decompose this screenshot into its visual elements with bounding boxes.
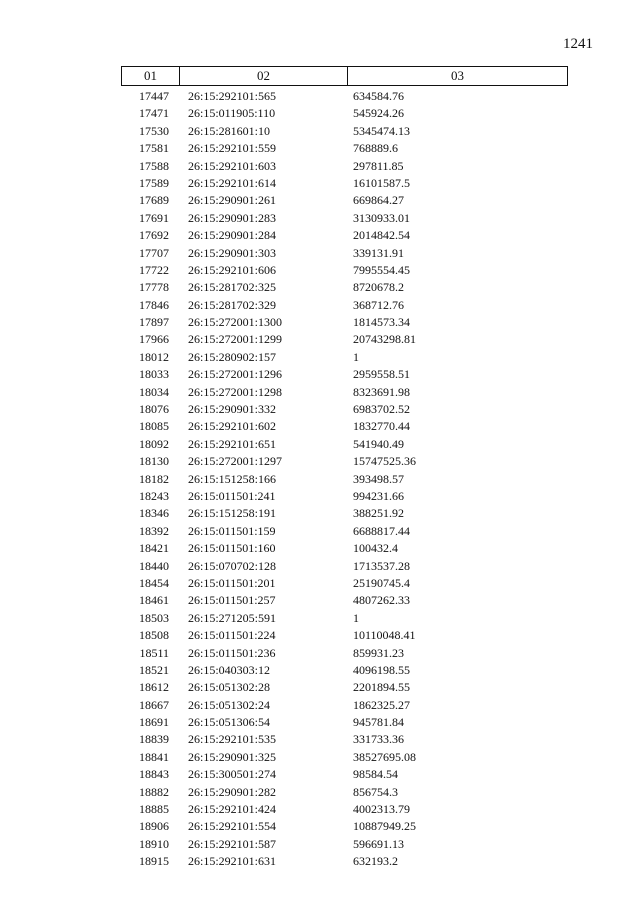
- cell-col-03: 3130933.01: [353, 210, 410, 225]
- table-body: [121, 88, 568, 871]
- table-row: [121, 853, 568, 870]
- cell-col-02: 26:15:272001:1296: [188, 367, 283, 382]
- cell-col-02: 26:15:151258:166: [188, 471, 277, 486]
- cell-col-01: 18843: [139, 767, 169, 782]
- cell-col-01: 18130: [139, 454, 169, 469]
- table-row: [121, 175, 568, 192]
- cell-col-02: 26:15:070702:128: [188, 558, 277, 573]
- cell-col-01: 18421: [139, 541, 169, 556]
- table-row: [121, 262, 568, 279]
- cell-col-02: 26:15:290901:303: [188, 245, 277, 260]
- table-row: [121, 279, 568, 296]
- cell-col-01: 18033: [139, 367, 169, 382]
- table-row: [121, 418, 568, 435]
- cell-col-01: 17966: [139, 332, 169, 347]
- table-row: [121, 679, 568, 696]
- cell-col-02: 26:15:292101:603: [188, 158, 277, 173]
- cell-col-03: 856754.3: [353, 784, 398, 799]
- cell-col-03: 393498.57: [353, 471, 404, 486]
- cell-col-02: 26:15:290901:283: [188, 210, 277, 225]
- table-row: [121, 836, 568, 853]
- cell-col-02: 26:15:272001:1300: [188, 315, 283, 330]
- table-row: [121, 245, 568, 262]
- cell-col-03: 4096198.55: [353, 662, 410, 677]
- cell-col-01: 17897: [139, 315, 169, 330]
- cell-col-03: 2959558.51: [353, 367, 410, 382]
- cell-col-01: 18085: [139, 419, 169, 434]
- table-row: [121, 123, 568, 140]
- cell-col-02: 26:15:292101:651: [188, 436, 277, 451]
- cell-col-03: 297811.85: [353, 158, 404, 173]
- cell-col-03: 1713537.28: [353, 558, 410, 573]
- cell-col-02: 26:15:292101:587: [188, 836, 277, 851]
- cell-col-03: 768889.6: [353, 141, 398, 156]
- cell-col-03: 331733.36: [353, 732, 404, 747]
- cell-col-01: 18882: [139, 784, 169, 799]
- cell-col-02: 26:15:051302:28: [188, 680, 271, 695]
- table-row: [121, 592, 568, 609]
- data-table: [121, 66, 568, 871]
- cell-col-01: 17581: [139, 141, 169, 156]
- cell-col-02: 26:15:292101:602: [188, 419, 277, 434]
- cell-col-03: 6688817.44: [353, 523, 410, 538]
- cell-col-01: 17471: [139, 106, 169, 121]
- cell-col-01: 18392: [139, 523, 169, 538]
- cell-col-01: 18885: [139, 802, 169, 817]
- cell-col-02: 26:15:011905:110: [188, 106, 276, 121]
- table-row: [121, 697, 568, 714]
- cell-col-01: 18839: [139, 732, 169, 747]
- cell-col-03: 4807262.33: [353, 593, 410, 608]
- cell-col-02: 26:15:011501:236: [188, 645, 276, 660]
- cell-col-03: 1862325.27: [353, 697, 410, 712]
- cell-col-02: 26:15:272001:1299: [188, 332, 283, 347]
- column-header-02: 02: [257, 68, 270, 83]
- cell-col-01: 18092: [139, 436, 169, 451]
- table-row: [121, 540, 568, 557]
- cell-col-03: 8720678.2: [353, 280, 404, 295]
- cell-col-01: 18691: [139, 715, 169, 730]
- cell-col-01: 17722: [139, 262, 169, 277]
- table-row: [121, 401, 568, 418]
- cell-col-03: 4002313.79: [353, 802, 410, 817]
- cell-col-03: 1832770.44: [353, 419, 410, 434]
- cell-col-02: 26:15:281702:325: [188, 280, 277, 295]
- cell-col-01: 18454: [139, 575, 169, 590]
- table-row: [121, 158, 568, 175]
- cell-col-03: 1814573.34: [353, 315, 410, 330]
- cell-col-02: 26:15:292101:606: [188, 262, 277, 277]
- cell-col-03: 38527695.08: [353, 749, 416, 764]
- cell-col-03: 669864.27: [353, 193, 404, 208]
- cell-col-02: 26:15:292101:614: [188, 175, 277, 190]
- cell-col-01: 18906: [139, 819, 169, 834]
- cell-col-02: 26:15:290901:284: [188, 228, 277, 243]
- table-row: [121, 645, 568, 662]
- table-row: [121, 627, 568, 644]
- cell-col-01: 17530: [139, 123, 169, 138]
- cell-col-01: 17691: [139, 210, 169, 225]
- table-row: [121, 766, 568, 783]
- cell-col-02: 26:15:272001:1298: [188, 384, 283, 399]
- table-row: [121, 210, 568, 227]
- cell-col-01: 18612: [139, 680, 169, 695]
- table-row: [121, 818, 568, 835]
- cell-col-01: 17588: [139, 158, 169, 173]
- cell-col-01: 18521: [139, 662, 169, 677]
- cell-col-03: 8323691.98: [353, 384, 410, 399]
- cell-col-02: 26:15:011501:159: [188, 523, 276, 538]
- table-row: [121, 471, 568, 488]
- table-row: [121, 314, 568, 331]
- cell-col-03: 994231.66: [353, 488, 404, 503]
- cell-col-03: 100432.4: [353, 541, 398, 556]
- cell-col-03: 6983702.52: [353, 402, 410, 417]
- table-row: [121, 105, 568, 122]
- cell-col-01: 18511: [139, 645, 169, 660]
- cell-col-03: 20743298.81: [353, 332, 416, 347]
- cell-col-01: 17778: [139, 280, 169, 295]
- table-row: [121, 436, 568, 453]
- cell-col-01: 18503: [139, 610, 169, 625]
- cell-col-02: 26:15:292101:631: [188, 854, 277, 869]
- cell-col-03: 545924.26: [353, 106, 404, 121]
- cell-col-03: 1: [353, 349, 359, 364]
- cell-col-01: 18182: [139, 471, 169, 486]
- cell-col-03: 25190745.4: [353, 575, 410, 590]
- cell-col-03: 388251.92: [353, 506, 404, 521]
- cell-col-01: 18346: [139, 506, 169, 521]
- cell-col-03: 15747525.36: [353, 454, 416, 469]
- cell-col-02: 26:15:011501:257: [188, 593, 276, 608]
- table-row: [121, 453, 568, 470]
- cell-col-03: 945781.84: [353, 715, 404, 730]
- column-header-01: 01: [122, 67, 180, 85]
- table-row: [121, 575, 568, 592]
- cell-col-03: 541940.49: [353, 436, 404, 451]
- table-row: [121, 505, 568, 522]
- cell-col-01: 18508: [139, 628, 169, 643]
- cell-col-03: 98584.54: [353, 767, 398, 782]
- cell-col-03: 16101587.5: [353, 175, 410, 190]
- cell-col-03: 634584.76: [353, 89, 404, 103]
- cell-col-01: 18012: [139, 349, 169, 364]
- cell-col-03: 10887949.25: [353, 819, 416, 834]
- cell-col-02: 26:15:290901:282: [188, 784, 277, 799]
- cell-col-02: 26:15:151258:191: [188, 506, 277, 521]
- column-header-03: 03: [347, 67, 567, 85]
- cell-col-03: 339131.91: [353, 245, 404, 260]
- cell-col-02: 26:15:011501:160: [188, 541, 276, 556]
- cell-col-02: 26:15:281601:10: [188, 123, 271, 138]
- cell-col-03: 7995554.45: [353, 262, 410, 277]
- table-row: [121, 349, 568, 366]
- cell-col-01: 18461: [139, 593, 169, 608]
- cell-col-02: 26:15:292101:559: [188, 141, 277, 156]
- cell-col-02: 26:15:271205:591: [188, 610, 277, 625]
- cell-col-03: 2014842.54: [353, 228, 410, 243]
- cell-col-03: 2201894.55: [353, 680, 410, 695]
- cell-col-02: 26:15:290901:325: [188, 749, 277, 764]
- cell-col-02: 26:15:272001:1297: [188, 454, 283, 469]
- table-row: [121, 366, 568, 383]
- page-number: 1241: [563, 36, 593, 52]
- cell-col-02: 26:15:290901:261: [188, 193, 277, 208]
- cell-col-03: 1: [353, 610, 359, 625]
- cell-col-02: 26:15:011501:201: [188, 575, 276, 590]
- table-row: [121, 731, 568, 748]
- table-row: [121, 523, 568, 540]
- table-row: [121, 784, 568, 801]
- cell-col-01: 18841: [139, 749, 169, 764]
- cell-col-02: 26:15:051302:24: [188, 697, 271, 712]
- cell-col-02: 26:15:292101:535: [188, 732, 277, 747]
- table-row: [121, 297, 568, 314]
- cell-col-02: 26:15:281702:329: [188, 297, 277, 312]
- cell-col-01: 17689: [139, 193, 169, 208]
- cell-col-03: 596691.13: [353, 836, 404, 851]
- cell-col-02: 26:15:040303:12: [188, 662, 271, 677]
- table-row: [121, 384, 568, 401]
- cell-col-01: 17692: [139, 228, 169, 243]
- cell-col-01: 17846: [139, 297, 169, 312]
- cell-col-02: 26:15:280902:157: [188, 349, 277, 364]
- cell-col-02: 26:15:011501:241: [188, 488, 276, 503]
- cell-col-02: 26:15:292101:565: [188, 89, 277, 103]
- table-row: [121, 331, 568, 348]
- cell-col-01: 18910: [139, 836, 169, 851]
- cell-col-02: 26:15:011501:224: [188, 628, 276, 643]
- table-row: [121, 801, 568, 818]
- cell-col-02: 26:15:292101:554: [188, 819, 277, 834]
- cell-col-01: 17707: [139, 245, 169, 260]
- cell-col-02: 26:15:300501:274: [188, 767, 277, 782]
- table-row: [121, 88, 568, 105]
- table-row: [121, 140, 568, 157]
- table-row: [121, 662, 568, 679]
- cell-col-02: 26:15:292101:424: [188, 802, 277, 817]
- cell-col-01: 18034: [139, 384, 169, 399]
- cell-col-03: 5345474.13: [353, 123, 410, 138]
- table-row: [121, 610, 568, 627]
- table-row: [121, 714, 568, 731]
- cell-col-01: 18440: [139, 558, 169, 573]
- table-row: [121, 558, 568, 575]
- cell-col-03: 368712.76: [353, 297, 404, 312]
- cell-col-03: 859931.23: [353, 645, 404, 660]
- cell-col-01: 18667: [139, 697, 169, 712]
- table-row: [121, 488, 568, 505]
- cell-col-01: 18076: [139, 402, 169, 417]
- cell-col-02: 26:15:290901:332: [188, 402, 277, 417]
- table-row: [121, 192, 568, 209]
- cell-col-02: 26:15:051306:54: [188, 715, 271, 730]
- table-header: [121, 66, 568, 86]
- cell-col-01: 17589: [139, 175, 169, 190]
- table-row: [121, 749, 568, 766]
- table-row: [121, 227, 568, 244]
- cell-col-01: 17447: [139, 89, 169, 103]
- cell-col-01: 18243: [139, 488, 169, 503]
- cell-col-03: 10110048.41: [353, 628, 416, 643]
- cell-col-03: 632193.2: [353, 854, 398, 869]
- cell-col-01: 18915: [139, 854, 169, 869]
